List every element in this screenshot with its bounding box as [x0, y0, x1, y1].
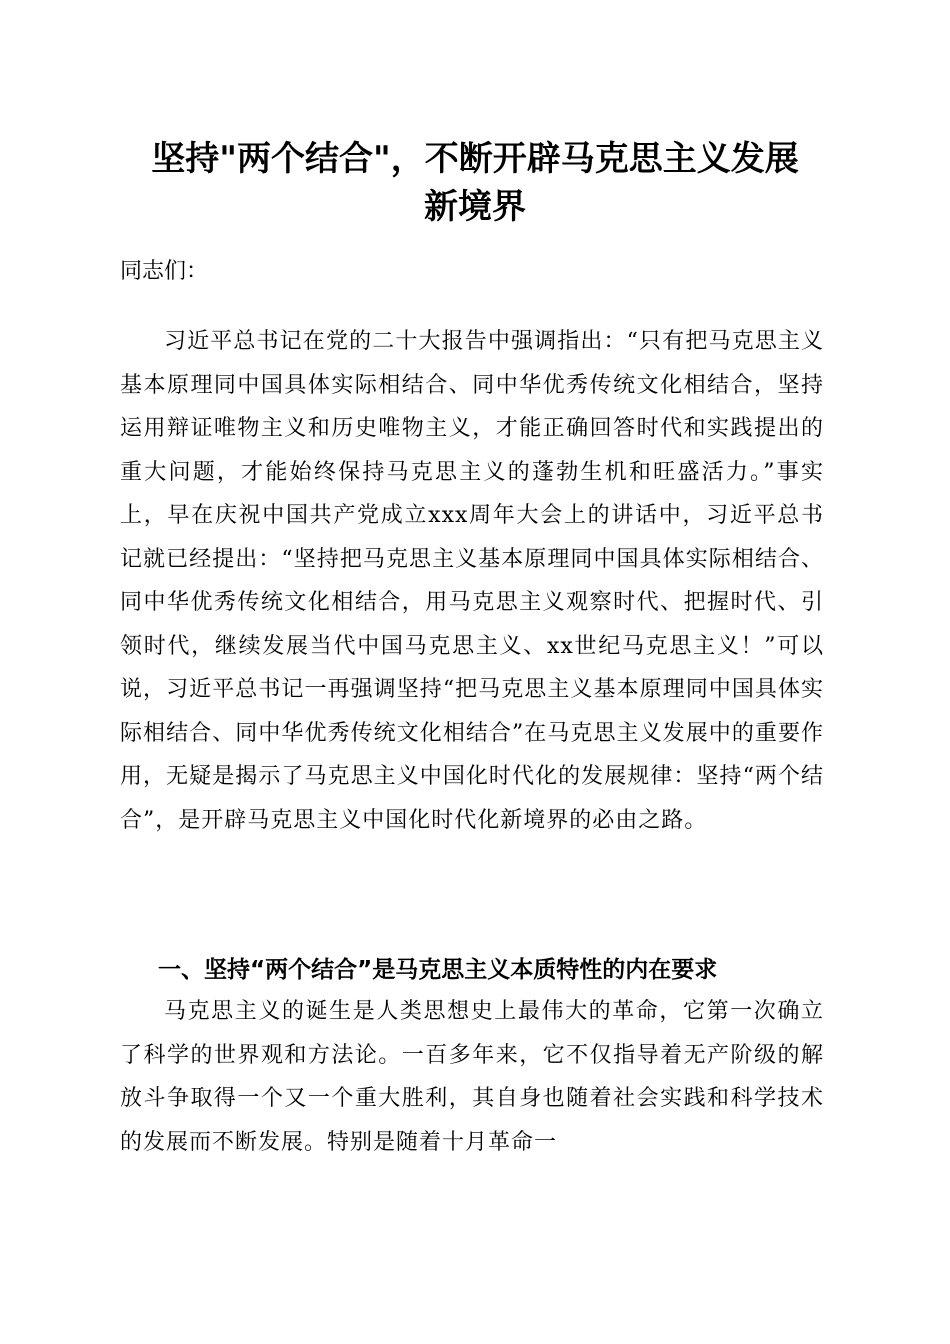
body-paragraph-1: 习近平总书记在党的二十大报告中强调指出：“只有把马克思主义基本原理同中国具体实际相结合、同中华优秀传统文化相结合，坚持运用辩证唯物主义和历史唯物主义，才能正确回答时代和实践提出的重大问题，才能始终保持马克思主义的蓬勃生机和旺盛活力。”事实上，早在庆祝中国共产党成立xxx周年大会上的讲话中，习近平总书记就已经提出：“坚持把马克思主义基本原理同中国具体实际相结合、同中华优秀传统文化相结合，用马克思主义观察时代、把握时代、引领时代，继续发展当代中国马克思主义、xx世纪马克思主义！”可以说，习近平总书记一再强调坚持“把马克思主义基本原理同中国具体实际相结合、同中华优秀传统文化相结合”在马克思主义发展中的重要作用，无疑是揭示了马克思主义中国化时代化的发展规律：坚持“两个结合”，是开辟马克思主义中国化时代化新境界的必由之路。 — [120, 329, 824, 833]
body-paragraph-2: 马克思主义的诞生是人类思想史上最伟大的革命，它第一次确立了科学的世界观和方法论。一百多年来，它不仅指导着无产阶级的解放斗争取得一个又一个重大胜利，其自身也随着社会实践和科学技术的发展而不断发展。特别是随着十月革命一 — [120, 999, 824, 1155]
salutation: 同志们： — [120, 259, 209, 284]
section-heading-1: 一、坚持“两个结合”是马克思主义本质特性的内在要求 — [158, 957, 718, 983]
title-line-1: 坚持"两个结合"，不断开辟马克思主义发展 — [151, 139, 799, 179]
title-line-2: 新境界 — [424, 187, 526, 227]
document-title — [110, 135, 840, 231]
